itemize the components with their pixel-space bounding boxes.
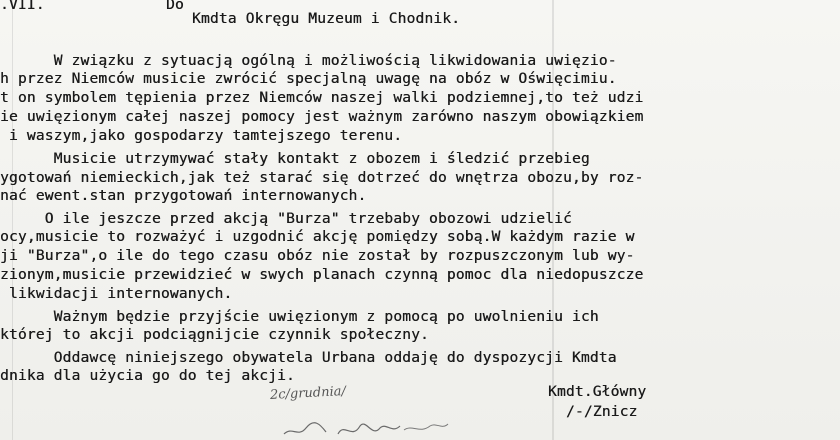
body-line: W związku z sytuacją ogólną i możliwością likwidowania uwięzio- <box>0 52 617 69</box>
body-line: h przez Niemców musicie zwrócić specjalną uwagę na obóz w Oświęcimiu. <box>0 70 617 87</box>
body-line: ie uwięzionym całej naszej pomocy jest ważnym zarówno naszym obowiązkiem <box>0 108 644 125</box>
handwritten-signature-scribble <box>280 404 450 440</box>
signature-name: /-/Znicz <box>566 403 638 420</box>
body-line: i waszym,jako gospodarzy tamtejszego terenu. <box>0 127 403 144</box>
body-line: likwidacji internowanych. <box>0 285 233 302</box>
body-line: Oddawcę niniejszego obywatela Urbana oddaję do dyspozycji Kmdta <box>0 349 617 366</box>
body-line: Musicie utrzymywać stały kontakt z obozem i śledzić przebieg <box>0 150 590 167</box>
body-line: dnika dla użycia go do tej akcji. <box>0 367 295 384</box>
body-line: ocy,musicie to rozważyć i uzgodnić akcję pomiędzy sobą.W każdym razie w <box>0 228 635 245</box>
body-line: ji "Burza",o ile do tego czasu obóz nie został by rozpuszczonym lub wy- <box>0 247 635 264</box>
signature-title: Kmdt.Główny <box>548 383 647 400</box>
body-line: Ważnym będzie przyjście uwięzionym z pomocą po uwolnieniu ich <box>0 308 599 325</box>
body-line: której to akcji podciągnijcie czynnik społeczny. <box>0 326 429 343</box>
body-line: nać ewent.stan przygotowań internowanych. <box>0 187 367 204</box>
body-line: t on symbolem tępienia przez Niemców naszej walki podziemnej,to też udzi <box>0 89 644 106</box>
body-line: O ile jeszcze przed akcją "Burza" trzebaby obozowi udzielić <box>0 210 572 227</box>
body-line: ygotowań niemieckich,jak też starać się dotrzeć do wnętrza obozu,by roz- <box>0 169 644 186</box>
body-line: zionym,musicie przewidzieć w swych planach czynną pomoc dla niedopuszcze <box>0 266 644 283</box>
date-fragment: .VII. <box>0 0 45 13</box>
to-label: Do <box>166 0 184 13</box>
handwritten-note: 2c/grudnia/ <box>269 384 347 403</box>
recipient-line: Kmdta Okręgu Muzeum i Chodnik. <box>192 10 461 27</box>
